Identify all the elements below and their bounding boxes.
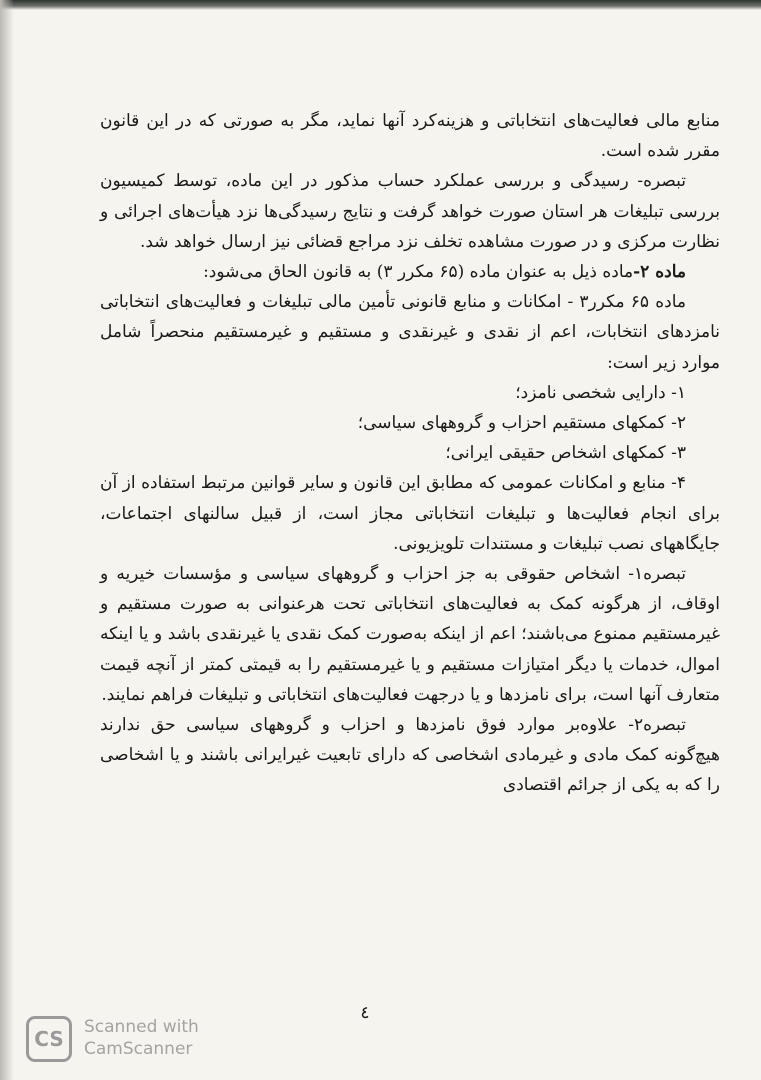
list-item-1: ۱- دارایی شخصی نامزد؛ bbox=[515, 382, 686, 403]
page-binding-shadow bbox=[0, 0, 14, 1080]
page-top-edge bbox=[0, 0, 761, 10]
list-item-2: ۲- کمکهای مستقیم احزاب و گروههای سیاسی؛ bbox=[357, 413, 686, 434]
watermark-text bbox=[84, 1016, 199, 1060]
list-item-4: ۴- منابع و امکانات عمومی که مطابق این قانون و سایر قوانین مرتبط استفاده از آن برای انجام فعالیت‌ها و تبلیغات انتخاباتی مجاز است، از قبیل سالنهای اجتماعات، جایگاههای نصب تبلیغات و مستندات تلویزیونی. bbox=[100, 473, 720, 554]
paragraph-note-review: تبصره- رسیدگی و بررسی عملکرد حساب مذکور در این ماده، توسط کمیسیون بررسی تبلیغات هر استان صورت خواهد گرفت و نتایج رسیدگی‌ها نزد هیأت‌های اجرائی و نظارت مرکزی و در صورت مشاهده تخلف نزد مراجع قضائی نیز ارسال خواهد شد. bbox=[100, 171, 720, 252]
paragraph-article-65-3: ماده ۶۵ مکرر۳ - امکانات و منابع قانونی تأمین مالی تبلیغات و فعالیت‌های انتخاباتی نامزدهای انتخابات، اعم از نقدی و غیرنقدی و مستقیم و غیرمستقیم منحصراً شامل موارد زیر است: bbox=[100, 292, 720, 373]
paragraph-note-2: تبصره۲- علاوه‌بر موارد فوق نامزدها و احزاب و گروههای سیاسی حق ندارند هیچ‌گونه کمک مادی و غیرمادی اشخاصی که دارای تابعیت غیرایرانی باشند و یا اشخاصی را که به یکی از جرائم اقتصادی bbox=[100, 715, 720, 796]
camscanner-logo-icon: CS bbox=[26, 1016, 72, 1062]
article-2-heading: ماده ۲- bbox=[633, 262, 686, 283]
watermark-line-2: CamScanner bbox=[84, 1039, 193, 1059]
body-text bbox=[100, 106, 720, 801]
camscanner-watermark bbox=[26, 1014, 226, 1064]
paragraph-article-2 bbox=[100, 257, 720, 287]
page-number: ٤ bbox=[360, 1003, 370, 1023]
paragraph-funding-sources: منابع مالی فعالیت‌های انتخاباتی و هزینه‌کرد آنها نماید، مگر به صورتی که در این قانون مقرر شده است. bbox=[100, 111, 720, 162]
article-2-text: ماده ذیل به عنوان ماده (۶۵ مکرر ۳) به قانون الحاق می‌شود: bbox=[203, 262, 634, 283]
watermark-line-1: Scanned with bbox=[84, 1017, 199, 1037]
paragraph-note-1: تبصره۱- اشخاص حقوقی به جز احزاب و گروههای سیاسی و مؤسسات خیریه و اوقاف، از هرگونه کمک به فعالیت‌های انتخاباتی تحت هرعنوانی به صورت مستقیم و غیرمستقیم ممنوع می‌باشند؛ اعم از اینکه به‌صورت کمک نقدی یا غیرنقدی باشد و یا اینکه اموال، خدمات یا دیگر امتیازات مستقیم و یا غیرمستقیم را به قیمتی کمتر از آنچه قیمت متعارف آنها است، برای نامزدها و یا درجهت فعالیت‌های انتخاباتی و تبلیغات فراهم نمایند. bbox=[100, 564, 720, 705]
list-item-3: ۳- کمکهای اشخاص حقیقی ایرانی؛ bbox=[445, 443, 686, 464]
